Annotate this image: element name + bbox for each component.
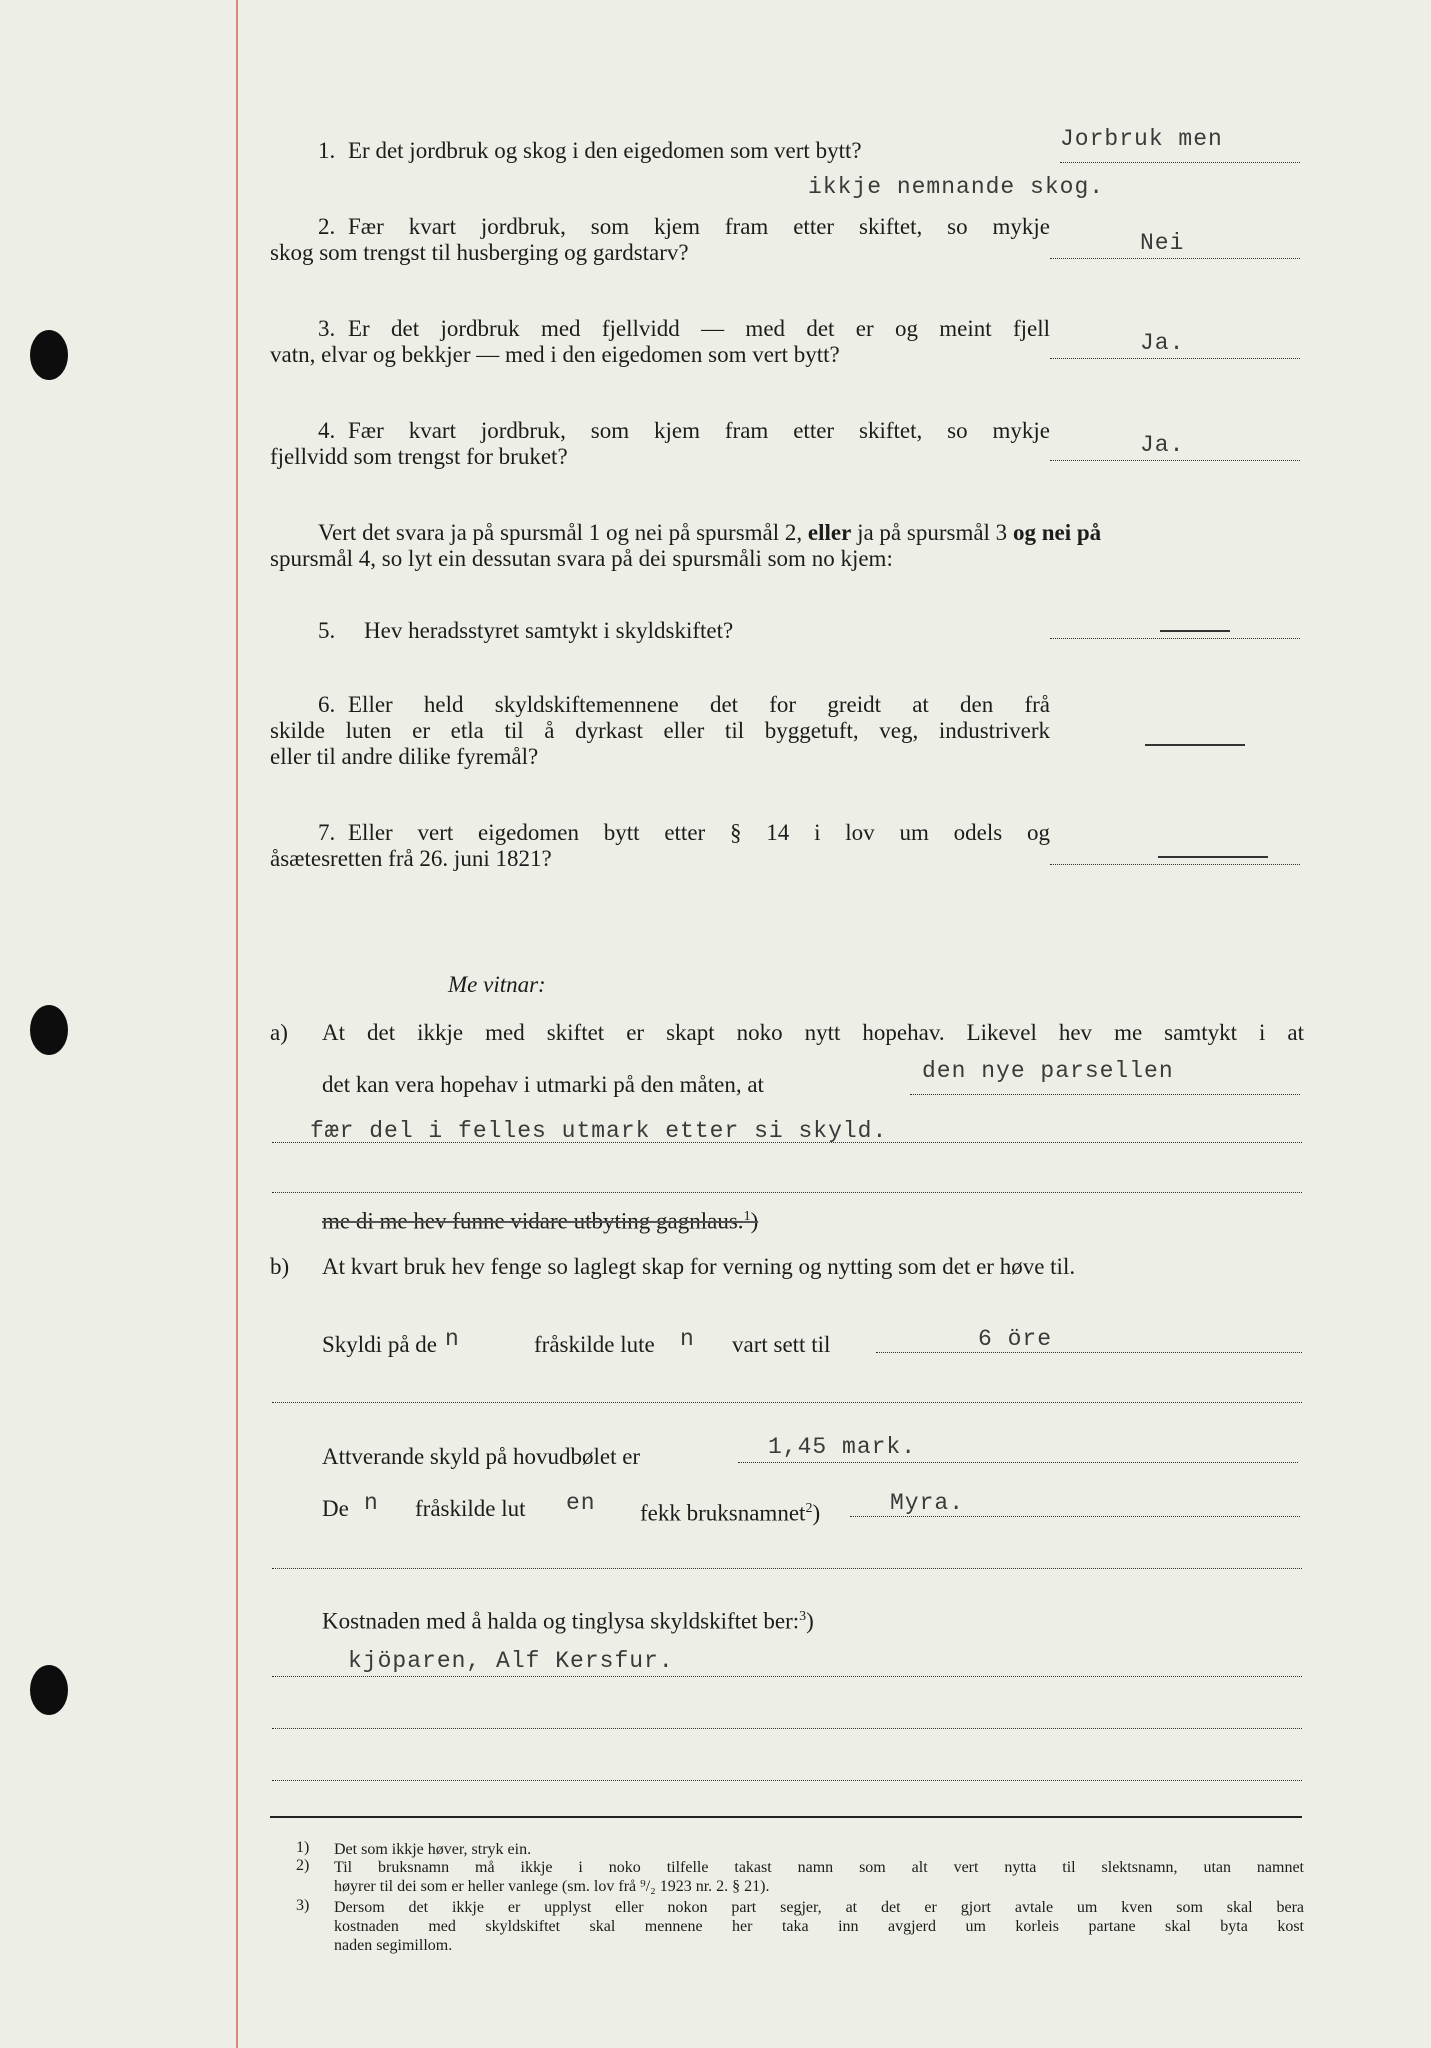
q2-answer: Nei — [1140, 230, 1185, 256]
footnote-1-mark: 1) — [296, 1839, 310, 1856]
witness-b-label: b) — [270, 1254, 290, 1279]
skyld-label-2: fråskilde lute — [534, 1332, 655, 1357]
kostnad-label — [322, 1602, 814, 1636]
punch-hole — [30, 1665, 68, 1715]
q2-number: 2. — [318, 214, 336, 239]
q2-line2: skog som trengst til husberging og gardstarv? — [270, 240, 689, 265]
q1-number: 1. — [318, 138, 336, 163]
intro-line2: spursmål 4, so lyt ein dessutan svara på dei spursmåli som no kjem: — [270, 546, 893, 571]
q6-answer-dash — [1145, 744, 1245, 746]
q2-line1: Fær kvart jordbruk, som kjem fram etter skiftet, so mykje — [348, 214, 1050, 239]
bruksnamn-label — [640, 1494, 820, 1528]
kostnad-line — [272, 1676, 1302, 1677]
witness-a-line3-text: me di me hev funne vidare utbyting gagnlaus. — [322, 1208, 744, 1234]
q6-line1: Eller held skyldskiftemennene det for greidt at den frå — [348, 692, 1050, 717]
kostnad-fill-line — [272, 1780, 1302, 1781]
intro-text: ja på spursmål 3 — [851, 520, 1013, 545]
q3-line1: Er det jordbruk med fjellvidd — med det er og meint fjell — [348, 316, 1050, 341]
kostnad-value: kjöparen, Alf Kersfur. — [348, 1648, 674, 1674]
footnote-ref-paren: ) — [806, 1608, 814, 1634]
bruksnamn-value: Myra. — [890, 1490, 965, 1516]
kostnad-label-text: Kostnaden med å halda og tinglysa skyldskiftet ber: — [322, 1608, 800, 1634]
att-value-line — [738, 1462, 1298, 1463]
footnote-3-line3: naden segimillom. — [334, 1937, 453, 1954]
q6-line2: skilde luten er etla til å dyrkast eller til byggetuft, veg, industriverk — [270, 718, 1050, 743]
q6-number: 6. — [318, 692, 336, 717]
q7-answer-line — [1050, 864, 1300, 865]
footnote-3-line1: Dersom det ikkje er upplyst eller nokon part segjer, at det er gjort avtale um kven som skal bera — [334, 1899, 1304, 1916]
q5-text: Hev heradsstyret samtykt i skyldskiftet? — [364, 618, 734, 643]
q3-answer-line — [1050, 358, 1300, 359]
bruksnamn-line — [850, 1516, 1300, 1517]
skyld-typed-n1: n — [445, 1326, 460, 1352]
q5-answer-dash — [1160, 630, 1230, 632]
margin-line — [236, 0, 238, 2048]
footnote-1-text: Det som ikkje høver, stryk ein. — [334, 1841, 532, 1858]
footnote-ref: 1 — [743, 1209, 751, 1224]
q1-text: Er det jordbruk og skog i den eigedomen som vert bytt? — [348, 138, 862, 163]
de-label: De — [322, 1496, 349, 1521]
witness-a-line1: At det ikkje med skiftet er skapt noko nytt hopehav. Likevel hev me samtykt i at — [322, 1020, 1304, 1045]
footnote-2-mark: 2) — [296, 1857, 310, 1874]
punch-hole — [30, 1005, 68, 1055]
q4-answer: Ja. — [1140, 432, 1185, 458]
q1-answer-line — [1060, 162, 1300, 163]
witness-a-fill-line — [272, 1142, 1302, 1143]
q7-number: 7. — [318, 820, 336, 845]
de-typed: n — [364, 1490, 379, 1516]
witness-a-line2-fill — [910, 1094, 1300, 1095]
q4-answer-line — [1050, 460, 1300, 461]
q4-line1: Fær kvart jordbruk, som kjem fram etter skiftet, so mykje — [348, 418, 1050, 443]
bruksnamn-label-text: fekk bruksnamnet — [640, 1500, 806, 1526]
witness-heading: Me vitnar: — [448, 972, 546, 997]
footnote-separator — [270, 1816, 1302, 1818]
intro-emphasis: eller — [807, 520, 852, 545]
q4-number: 4. — [318, 418, 336, 443]
att-value: 1,45 mark. — [768, 1434, 917, 1460]
witness-a-fill-line — [272, 1192, 1302, 1193]
q1-answer: Jorbruk men — [1060, 126, 1223, 152]
q5-number: 5. — [318, 618, 336, 643]
witness-a-line3 — [322, 1202, 758, 1236]
witness-a-typed2: fær del i felles utmark etter si skyld. — [310, 1118, 888, 1144]
kostnad-fill-line — [272, 1728, 1302, 1729]
footnote-ref-paren: ) — [812, 1500, 821, 1526]
intro-emphasis: og nei på — [1012, 520, 1102, 545]
skyld-label-3: vart sett til — [732, 1332, 831, 1357]
footnote-ref: 3 — [799, 1609, 807, 1624]
q1-answer-cont: ikkje nemnande skog. — [808, 174, 1105, 200]
punch-hole — [30, 330, 68, 380]
intro-text: Vert det svara ja på spursmål 1 og nei på spursmål 2, — [318, 520, 808, 545]
bruksnamn-fill-line — [272, 1568, 1302, 1569]
footnote-ref: 2 — [805, 1501, 813, 1516]
witness-a-label: a) — [270, 1020, 288, 1045]
q3-line2: vatn, elvar og bekkjer — med i den eigedomen som vert bytt? — [270, 342, 840, 367]
q3-answer: Ja. — [1140, 330, 1185, 356]
q4-line2: fjellvidd som trengst for bruket? — [270, 444, 568, 469]
skyld-typed-n2: n — [680, 1326, 695, 1352]
att-label: Attverande skyld på hovudbølet er — [322, 1444, 641, 1469]
skyld-value: 6 öre — [978, 1326, 1053, 1352]
footnote-ref-paren: ) — [750, 1208, 759, 1234]
q7-line2: åsætesretten frå 26. juni 1821? — [270, 846, 552, 871]
skyld-label-1: Skyldi på de — [322, 1332, 437, 1357]
q6-line3: eller til andre dilike fyremål? — [270, 744, 539, 769]
q3-number: 3. — [318, 316, 336, 341]
fraskilde-label: fråskilde lut — [415, 1496, 526, 1521]
footnote-2-line1: Til bruksnamn må ikkje i noko tilfelle takast namn som alt vert nytta til slektsnamn, utan namnet — [334, 1859, 1304, 1876]
skyld-value-line — [876, 1352, 1302, 1353]
witness-a-line2: det kan vera hopehav i utmarki på den måten, at — [322, 1072, 764, 1097]
witness-b-text: At kvart bruk hev fenge so laglegt skap for verning og nytting som det er høve til. — [322, 1254, 1076, 1279]
footnote-3-line2: kostnaden med skyldskiftet skal mennene her taka inn avgjerd um korleis partane skal byta kost — [334, 1918, 1304, 1935]
q2-answer-line — [1050, 258, 1300, 259]
q7-line1: Eller vert eigedomen bytt etter § 14 i lov um odels og — [348, 820, 1050, 845]
fraskilde-typed: en — [566, 1490, 596, 1516]
witness-a-typed1: den nye parsellen — [922, 1058, 1174, 1084]
q5-answer-line — [1050, 638, 1300, 639]
footnote-3-mark: 3) — [296, 1897, 310, 1914]
footnote-2-line2: høyrer til dei som er heller vanlege (sm. lov frå ⁹/₂ 1923 nr. 2. § 21). — [334, 1878, 770, 1895]
skyld-fill-line — [272, 1402, 1302, 1403]
q7-answer-dash — [1158, 856, 1268, 858]
intro-line1 — [318, 518, 1303, 547]
